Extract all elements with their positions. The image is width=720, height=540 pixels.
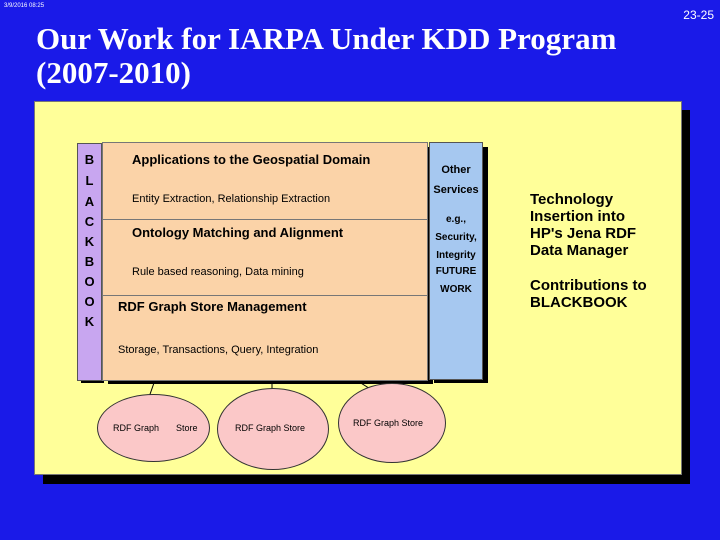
blackbook-letter: C: [84, 214, 95, 229]
slide-number: 23-25: [683, 8, 714, 22]
note-line: Contributions to: [530, 277, 647, 294]
note-line: Data Manager: [530, 242, 629, 259]
title-line-2: (2007-2010): [36, 55, 191, 90]
note-line: Insertion into: [530, 208, 625, 225]
extraction-label: Entity Extraction, Relationship Extraction: [132, 193, 331, 205]
store-3-label: RDF Graph Store: [353, 418, 424, 428]
store-1-label-b: Store: [176, 423, 198, 433]
applications-layer: [102, 142, 428, 221]
reasoning-label: Rule based reasoning, Data mining: [132, 266, 304, 278]
other-services-line: WORK: [440, 284, 472, 295]
ontology-layer: [102, 219, 428, 297]
ontology-label: Ontology Matching and Alignment: [132, 225, 344, 240]
other-services-line: Services: [433, 184, 479, 196]
rdf-store-management-layer: [102, 295, 428, 381]
title-line-1: Our Work for IARPA Under KDD Program: [36, 21, 617, 56]
date-time: 3/9/2016 08:25: [4, 3, 45, 9]
note-line: HP's Jena RDF: [530, 225, 637, 242]
storage-label: Storage, Transactions, Query, Integration: [118, 344, 319, 356]
note-line: Technology: [530, 191, 614, 208]
blackbook-letter: O: [84, 274, 95, 289]
note-line: BLACKBOOK: [530, 294, 628, 311]
other-services-column: [429, 142, 483, 380]
other-services-line: FUTURE: [435, 266, 477, 277]
blackbook-letter: K: [84, 234, 95, 249]
contributions-note: [530, 277, 680, 311]
other-services-line: e.g.,: [445, 214, 466, 225]
technology-insertion-note: [530, 191, 680, 259]
blackbook-letter: K: [84, 314, 95, 329]
blackbook-letter: B: [84, 152, 95, 167]
applications-label: Applications to the Geospatial Domain: [132, 152, 371, 167]
store-1-label-a: RDF Graph: [113, 423, 160, 433]
other-services-line: Integrity: [436, 250, 476, 261]
store-2-label: RDF Graph Store: [235, 423, 306, 433]
other-services-line: Other: [441, 164, 471, 176]
blackbook-column: [77, 143, 102, 381]
other-services-line: Security,: [435, 232, 477, 243]
blackbook-letter: L: [85, 173, 94, 188]
blackbook-letter: B: [84, 254, 95, 269]
blackbook-letter: O: [84, 294, 95, 309]
blackbook-letter: A: [84, 194, 95, 209]
rdf-store-management-label: RDF Graph Store Management: [118, 299, 307, 314]
